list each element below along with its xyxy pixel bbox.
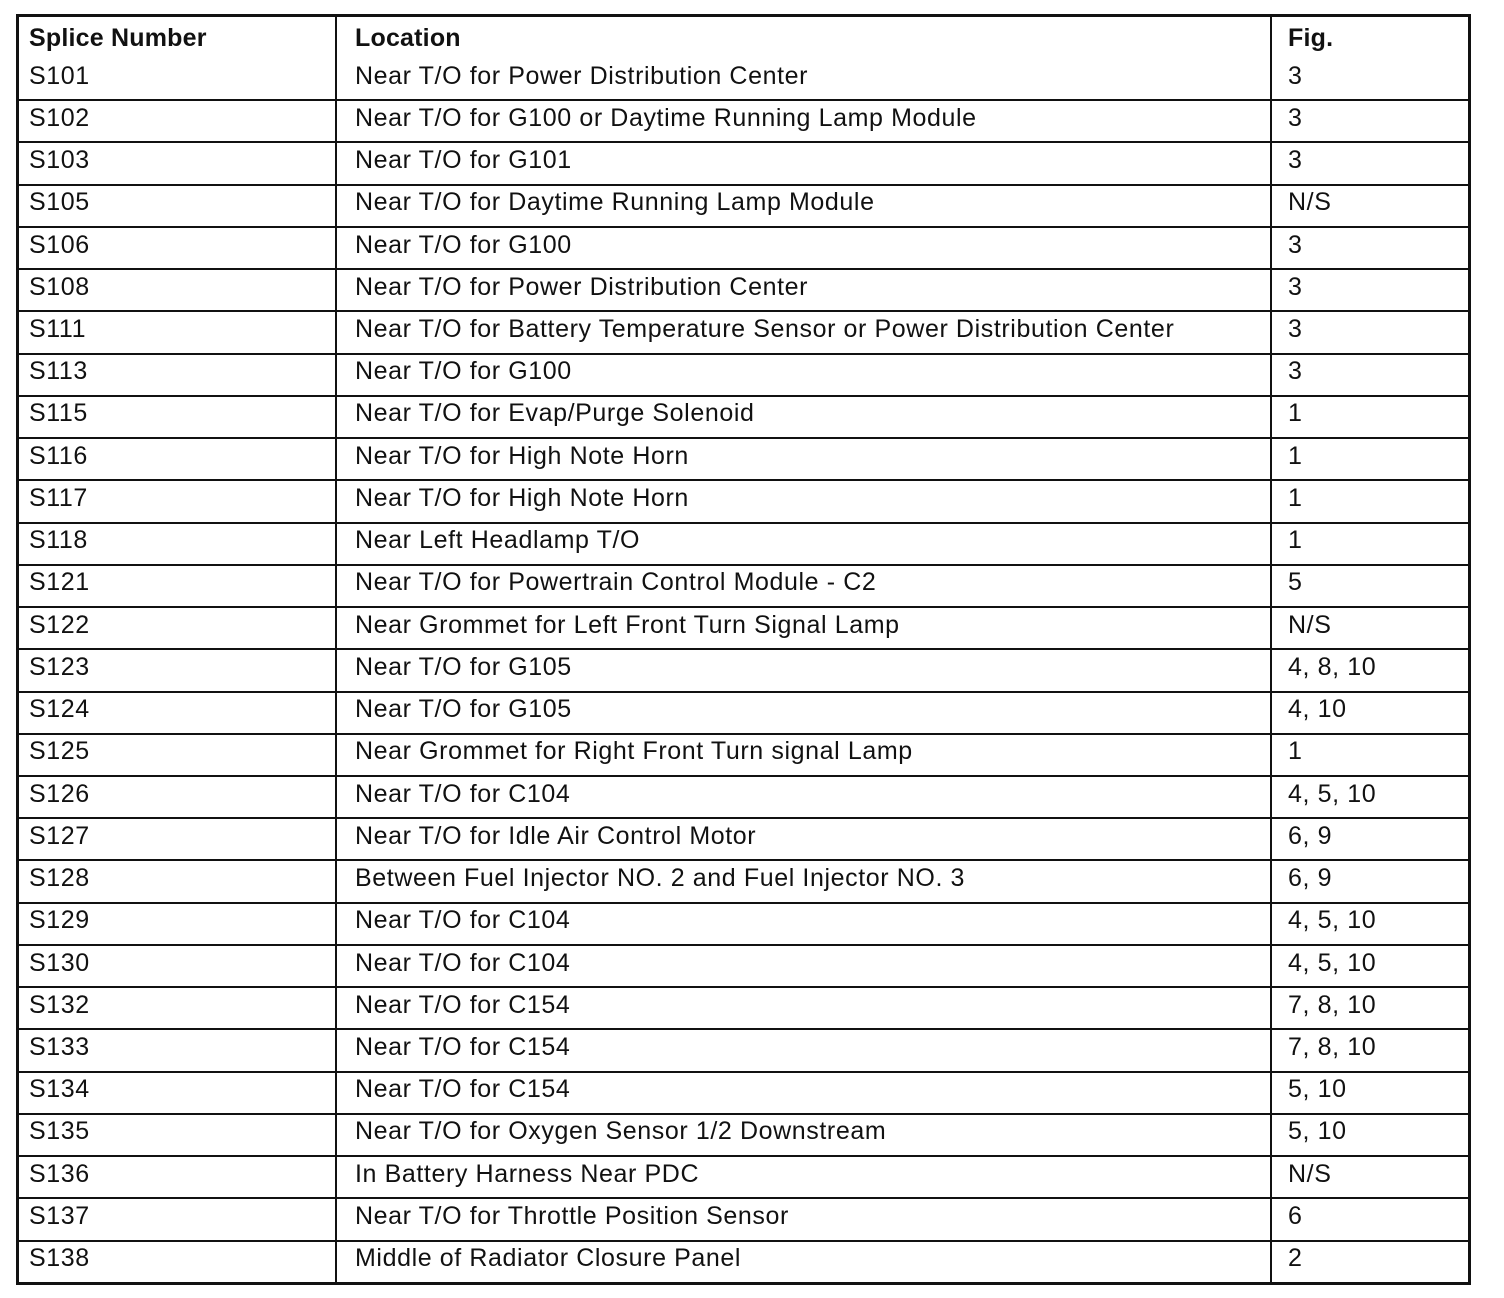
location-cell-text: Middle of Radiator Closure Panel [355,1244,742,1273]
splice-number-cell [19,1029,336,1071]
location-cell-text: Near Left Headlamp T/O [355,526,641,555]
splice-number-cell [19,1156,336,1198]
fig-cell-text: 7, 8, 10 [1288,990,1377,1019]
fig-cell [1271,1029,1468,1071]
fig-cell [1271,1114,1468,1156]
fig-cell [1271,59,1468,100]
fig-cell-text: 4, 10 [1288,695,1347,724]
splice-number-cell-text: S115 [29,399,88,428]
fig-cell [1271,1156,1468,1198]
splice-number-cell [19,1114,336,1156]
fig-cell-text: 4, 5, 10 [1288,906,1377,935]
fig-cell-text: 3 [1288,61,1303,90]
fig-cell [1271,523,1468,565]
table-row [19,565,1468,607]
location-cell-text: In Battery Harness Near PDC [355,1159,700,1188]
header-row [19,17,1468,59]
fig-cell [1271,1198,1468,1240]
splice-number-cell [19,818,336,860]
location-cell [336,396,1271,438]
table-row [19,860,1468,902]
location-cell-text: Near T/O for C154 [355,1075,571,1104]
fig-cell [1271,776,1468,818]
table-row [19,1029,1468,1071]
fig-cell-text: 3 [1288,103,1303,132]
splice-number-cell-text: S135 [29,1117,90,1146]
fig-cell-text: 4, 5, 10 [1288,948,1377,977]
location-cell-text: Near T/O for C104 [355,779,571,808]
fig-cell-text: 3 [1288,357,1303,386]
location-cell-text: Near T/O for Idle Air Control Motor [355,821,757,850]
table-row [19,1072,1468,1114]
fig-cell [1271,734,1468,776]
splice-number-cell [19,523,336,565]
fig-cell [1271,649,1468,691]
location-cell [336,185,1271,227]
location-cell-text: Near T/O for G100 [355,357,572,386]
location-cell [336,354,1271,396]
fig-cell [1271,860,1468,902]
table-row [19,227,1468,269]
fig-cell [1271,185,1468,227]
splice-number-cell-text: S122 [29,610,90,639]
fig-cell-text: 3 [1288,315,1303,344]
splice-number-cell-text: S136 [29,1159,90,1188]
table-row [19,1241,1468,1282]
splice-number-cell-text: S129 [29,906,90,935]
location-cell [336,607,1271,649]
splice-table-sheet [16,14,1471,1285]
splice-number-cell-text: S101 [29,61,90,90]
fig-cell [1271,945,1468,987]
splice-number-cell [19,1198,336,1240]
splice-number-cell-text: S124 [29,695,90,724]
location-cell [336,649,1271,691]
table-row [19,818,1468,860]
table-row [19,1198,1468,1240]
splice-number-cell-text: S130 [29,948,90,977]
splice-number-cell [19,354,336,396]
table-row [19,311,1468,353]
fig-cell-text: 4, 8, 10 [1288,652,1377,681]
location-cell [336,227,1271,269]
splice-number-cell-text: S117 [29,483,88,512]
table-row [19,776,1468,818]
fig-cell-text: 1 [1288,737,1303,766]
splice-number-cell [19,142,336,184]
location-cell [336,860,1271,902]
splice-number-cell [19,945,336,987]
location-cell-text: Near T/O for C154 [355,1033,571,1061]
splice-number-cell-text: S105 [29,188,90,217]
location-cell [336,565,1271,607]
location-cell-text: Near Grommet for Left Front Turn Signal Lamp [355,610,900,639]
splice-number-cell [19,227,336,269]
splice-number-cell-text: S103 [29,146,90,175]
location-cell-text: Between Fuel Injector NO. 2 and Fuel Injector NO. 3 [355,864,966,893]
table-row [19,945,1468,987]
location-cell-text: Near T/O for Oxygen Sensor 1/2 Downstream [355,1117,887,1146]
fig-cell-text: N/S [1288,188,1332,217]
splice-number-cell [19,776,336,818]
splice-number-cell-text: S116 [29,441,88,470]
location-cell-text: Near T/O for Throttle Position Sensor [355,1201,789,1230]
fig-cell-text: 5, 10 [1288,1075,1347,1104]
splice-number-cell-text: S128 [29,864,90,893]
location-cell [336,100,1271,142]
table-row [19,100,1468,142]
splice-number-cell-text: S118 [29,526,88,555]
location-cell [336,59,1271,100]
splice-number-cell-text: S106 [29,230,90,259]
location-cell-text: Near T/O for Daytime Running Lamp Module [355,188,875,217]
splice-number-cell-text: S108 [29,272,90,301]
location-cell [336,903,1271,945]
splice-number-cell [19,311,336,353]
splice-number-cell [19,480,336,522]
fig-cell-text: 2 [1288,1244,1303,1273]
splice-number-cell [19,903,336,945]
splice-number-cell [19,692,336,734]
fig-cell [1271,227,1468,269]
table-row [19,1114,1468,1156]
splice-number-cell-text: S123 [29,652,90,681]
table-row [19,734,1468,776]
location-cell-text: Near T/O for Power Distribution Center [355,272,809,301]
table-row [19,269,1468,311]
location-cell [336,438,1271,480]
fig-cell [1271,565,1468,607]
location-cell [336,480,1271,522]
splice-number-cell [19,59,336,100]
fig-cell [1271,1241,1468,1282]
table-row [19,185,1468,227]
location-cell-text: Near T/O for C104 [355,948,571,977]
table-row [19,142,1468,184]
location-cell [336,1072,1271,1114]
splice-number-cell-text: S133 [29,1033,90,1061]
location-cell-text: Near T/O for Power Distribution Center [355,61,809,90]
fig-cell [1271,1072,1468,1114]
splice-number-cell [19,1241,336,1282]
location-cell [336,1156,1271,1198]
location-cell [336,776,1271,818]
splice-number-cell [19,438,336,480]
location-cell-text: Near T/O for G105 [355,652,572,681]
fig-cell [1271,354,1468,396]
location-cell-text: Near T/O for C104 [355,906,571,935]
location-cell-text: Near T/O for G100 [355,230,572,259]
fig-cell-text: N/S [1288,610,1332,639]
location-cell [336,987,1271,1029]
splice-number-cell-text: S111 [29,315,87,344]
fig-cell [1271,607,1468,649]
splice-number-cell-text: S125 [29,737,90,766]
table-row [19,480,1468,522]
table-row [19,692,1468,734]
table-row [19,1156,1468,1198]
splice-number-cell [19,1072,336,1114]
fig-cell [1271,438,1468,480]
splice-number-cell-text: S134 [29,1075,90,1104]
fig-cell-text: 1 [1288,441,1303,470]
splice-number-cell-text: S132 [29,990,90,1019]
splice-number-cell [19,396,336,438]
fig-cell-text: 7, 8, 10 [1288,1033,1377,1061]
location-cell [336,734,1271,776]
fig-cell [1271,269,1468,311]
splice-number-cell [19,860,336,902]
location-cell-text: Near T/O for G100 or Daytime Running Lamp Module [355,103,977,132]
table-row [19,523,1468,565]
splice-number-cell-text: S137 [29,1201,90,1230]
table-row [19,354,1468,396]
location-cell [336,311,1271,353]
table-row [19,438,1468,480]
fig-cell-text: 3 [1288,146,1303,175]
splice-number-cell [19,100,336,142]
splice-number-cell-text: S102 [29,103,90,132]
table-row [19,396,1468,438]
splice-number-cell-text: S113 [29,357,88,386]
splice-number-cell-text: S121 [29,568,90,597]
fig-cell [1271,100,1468,142]
location-cell-text: Near T/O for Evap/Purge Solenoid [355,399,755,428]
fig-cell [1271,396,1468,438]
location-cell-text: Near T/O for C154 [355,990,571,1019]
fig-cell [1271,142,1468,184]
fig-cell-text: 1 [1288,483,1303,512]
fig-cell-text: 3 [1288,230,1303,259]
fig-cell-text: 5, 10 [1288,1117,1347,1146]
location-cell-text: Near Grommet for Right Front Turn signal Lamp [355,737,913,766]
location-cell [336,523,1271,565]
fig-cell-text: 4, 5, 10 [1288,779,1377,808]
fig-cell [1271,987,1468,1029]
splice-number-cell-text: S126 [29,779,90,808]
location-cell-text: Near T/O for G101 [355,146,572,175]
fig-cell-text: 5 [1288,568,1303,597]
location-cell-text: Near T/O for High Note Horn [355,483,689,512]
fig-cell-text: 1 [1288,526,1303,555]
splice-number-cell [19,565,336,607]
splice-number-cell [19,649,336,691]
header-fig: Fig. [1271,17,1468,59]
fig-cell-text: 6 [1288,1201,1303,1230]
header-splice-number: Splice Number [19,17,336,59]
fig-cell [1271,818,1468,860]
table-row [19,903,1468,945]
fig-cell [1271,692,1468,734]
splice-number-cell-text: S127 [29,821,90,850]
header-location: Location [336,17,1271,59]
splice-number-cell-text: S138 [29,1244,90,1273]
fig-cell-text: N/S [1288,1159,1332,1188]
location-cell [336,692,1271,734]
splice-number-cell [19,607,336,649]
fig-cell-text: 3 [1288,272,1303,301]
splice-number-cell [19,734,336,776]
location-cell-text: Near T/O for High Note Horn [355,441,689,470]
location-cell-text: Near T/O for Battery Temperature Sensor or Power Distribution Center [355,315,1175,344]
fig-cell [1271,311,1468,353]
table-body [19,59,1468,1282]
fig-cell-text: 6, 9 [1288,864,1333,893]
splice-table [19,17,1468,1282]
table-row [19,987,1468,1029]
fig-cell-text: 6, 9 [1288,821,1333,850]
location-cell [336,945,1271,987]
fig-cell [1271,903,1468,945]
location-cell-text: Near T/O for G105 [355,695,572,724]
location-cell-text: Near T/O for Powertrain Control Module - C2 [355,568,877,597]
location-cell [336,1114,1271,1156]
location-cell [336,1198,1271,1240]
location-cell [336,142,1271,184]
table-row [19,59,1468,100]
table-row [19,649,1468,691]
location-cell [336,818,1271,860]
fig-cell-text: 1 [1288,399,1303,428]
splice-number-cell [19,987,336,1029]
location-cell [336,269,1271,311]
splice-number-cell [19,269,336,311]
splice-number-cell [19,185,336,227]
table-row [19,607,1468,649]
location-cell [336,1029,1271,1071]
fig-cell [1271,480,1468,522]
location-cell [336,1241,1271,1282]
